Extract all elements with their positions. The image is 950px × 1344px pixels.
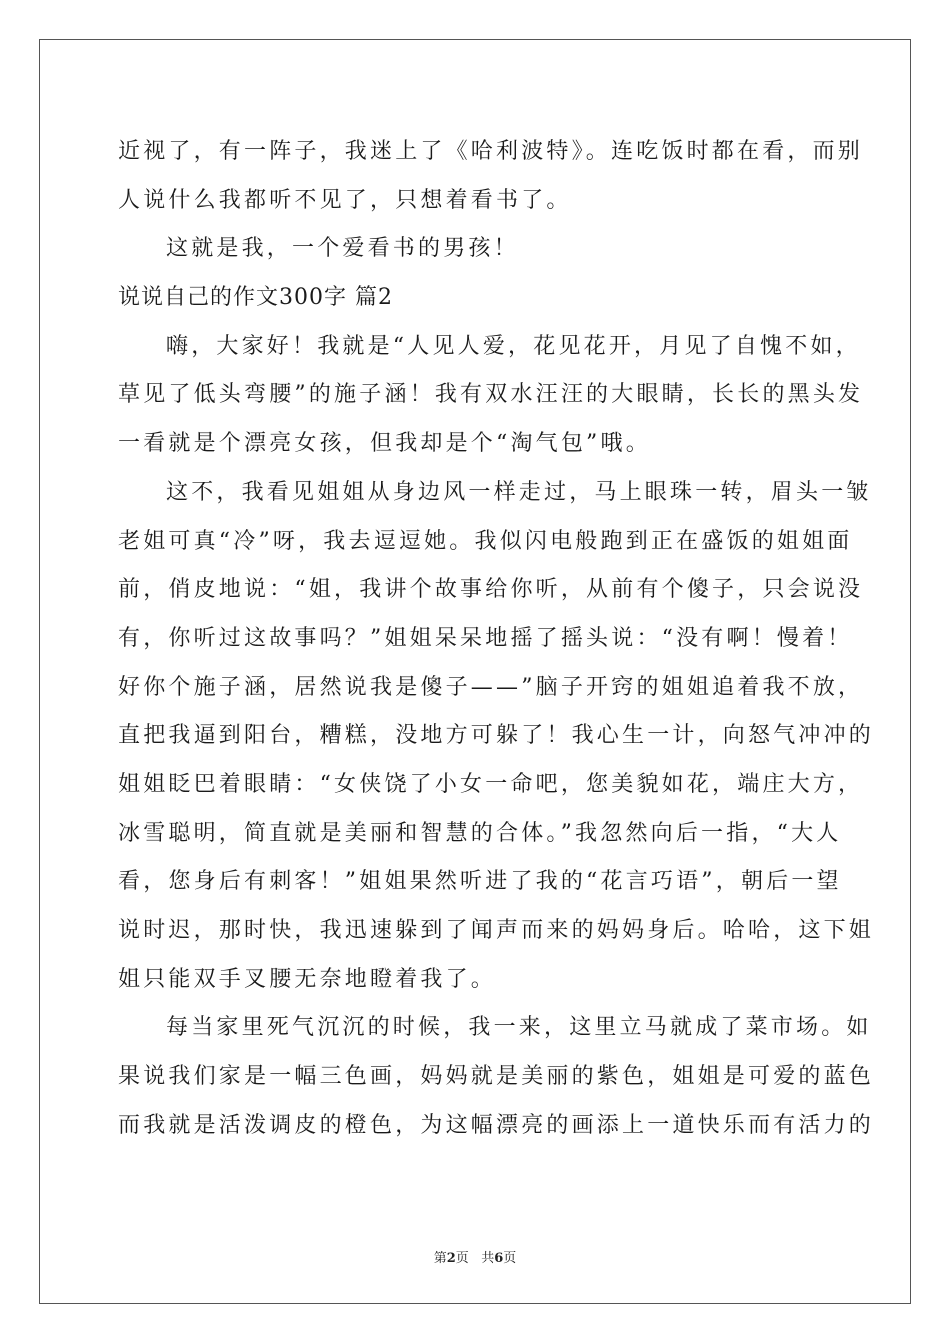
text-line: 姐只能双手叉腰无奈地瞪着我了。 [118, 966, 497, 992]
text-line: 前，俏皮地说：“姐，我讲个故事给你听，从前有个傻子，只会说没 [118, 577, 864, 603]
text-line: 这不，我看见姐姐从身边风一样走过，马上眼珠一转，眉头一皱 [166, 479, 872, 505]
text-line: 冰雪聪明，简直就是美丽和智慧的合体。”我忽然向后一指，“大人 [118, 820, 842, 846]
section-heading: 说说自己的作文300字 篇2 [118, 285, 393, 311]
total-pages: 6 [494, 1251, 504, 1266]
text-line: 看，您身后有刺客！”姐姐果然听进了我的“花言巧语”，朝后一望 [118, 869, 842, 895]
page-number: 2 [446, 1251, 456, 1266]
text-line: 说时迟，那时快，我迅速躲到了闻声而来的妈妈身后。哈哈，这下姐 [118, 918, 875, 943]
document-body [118, 128, 875, 1150]
text-line: 果说我们家是一幅三色画，妈妈就是美丽的紫色，姐姐是可爱的蓝色 [118, 1064, 875, 1090]
text-line: 人说什么我都听不见了，只想着看书了。 [118, 187, 572, 213]
text-line: 姐姐眨巴着眼睛：“女侠饶了小女一命吧，您美貌如花，端庄大方， [118, 771, 864, 797]
text-line: 这就是我，一个爱看书的男孩！ [166, 236, 519, 262]
total-prefix: 共 [481, 1251, 495, 1266]
total-suffix: 页 [503, 1251, 517, 1266]
text-line: 有，你听过这故事吗？”姐姐呆呆地摇了摇头说：“没有啊！慢着！ [118, 625, 853, 651]
text-line: 好你个施子涵，居然说我是傻子——”脑子开窍的姐姐追着我不放， [118, 674, 864, 700]
page-suffix: 页 [455, 1251, 469, 1266]
page-prefix: 第 [433, 1251, 447, 1266]
text-line: 近视了，有一阵子，我迷上了《哈利波特》。连吃饭时都在看，而别 [118, 139, 864, 164]
text-line: 每当家里死气沉沉的时候，我一来，这里立马就成了菜市场。如 [166, 1015, 872, 1041]
page-footer [0, 1247, 950, 1266]
text-line: 嗨，大家好！我就是“人见人爱，花见花开，月见了自愧不如， [166, 333, 861, 359]
text-line: 而我就是活泼调皮的橙色，为这幅漂亮的画添上一道快乐而有活力的 [118, 1112, 875, 1138]
text-line: 一看就是个漂亮女孩，但我却是个“淘气包”哦。 [118, 431, 651, 457]
text-line: 老姐可真“冷”呀，我去逗逗她。我似闪电般跑到正在盛饭的姐姐面 [118, 528, 853, 554]
text-line: 直把我逼到阳台，糟糕，没地方可躲了！我心生一计，向怒气冲冲的 [118, 723, 875, 749]
text-line: 草见了低头弯腰”的施子涵！我有双水汪汪的大眼睛，长长的黑头发 [118, 382, 864, 408]
